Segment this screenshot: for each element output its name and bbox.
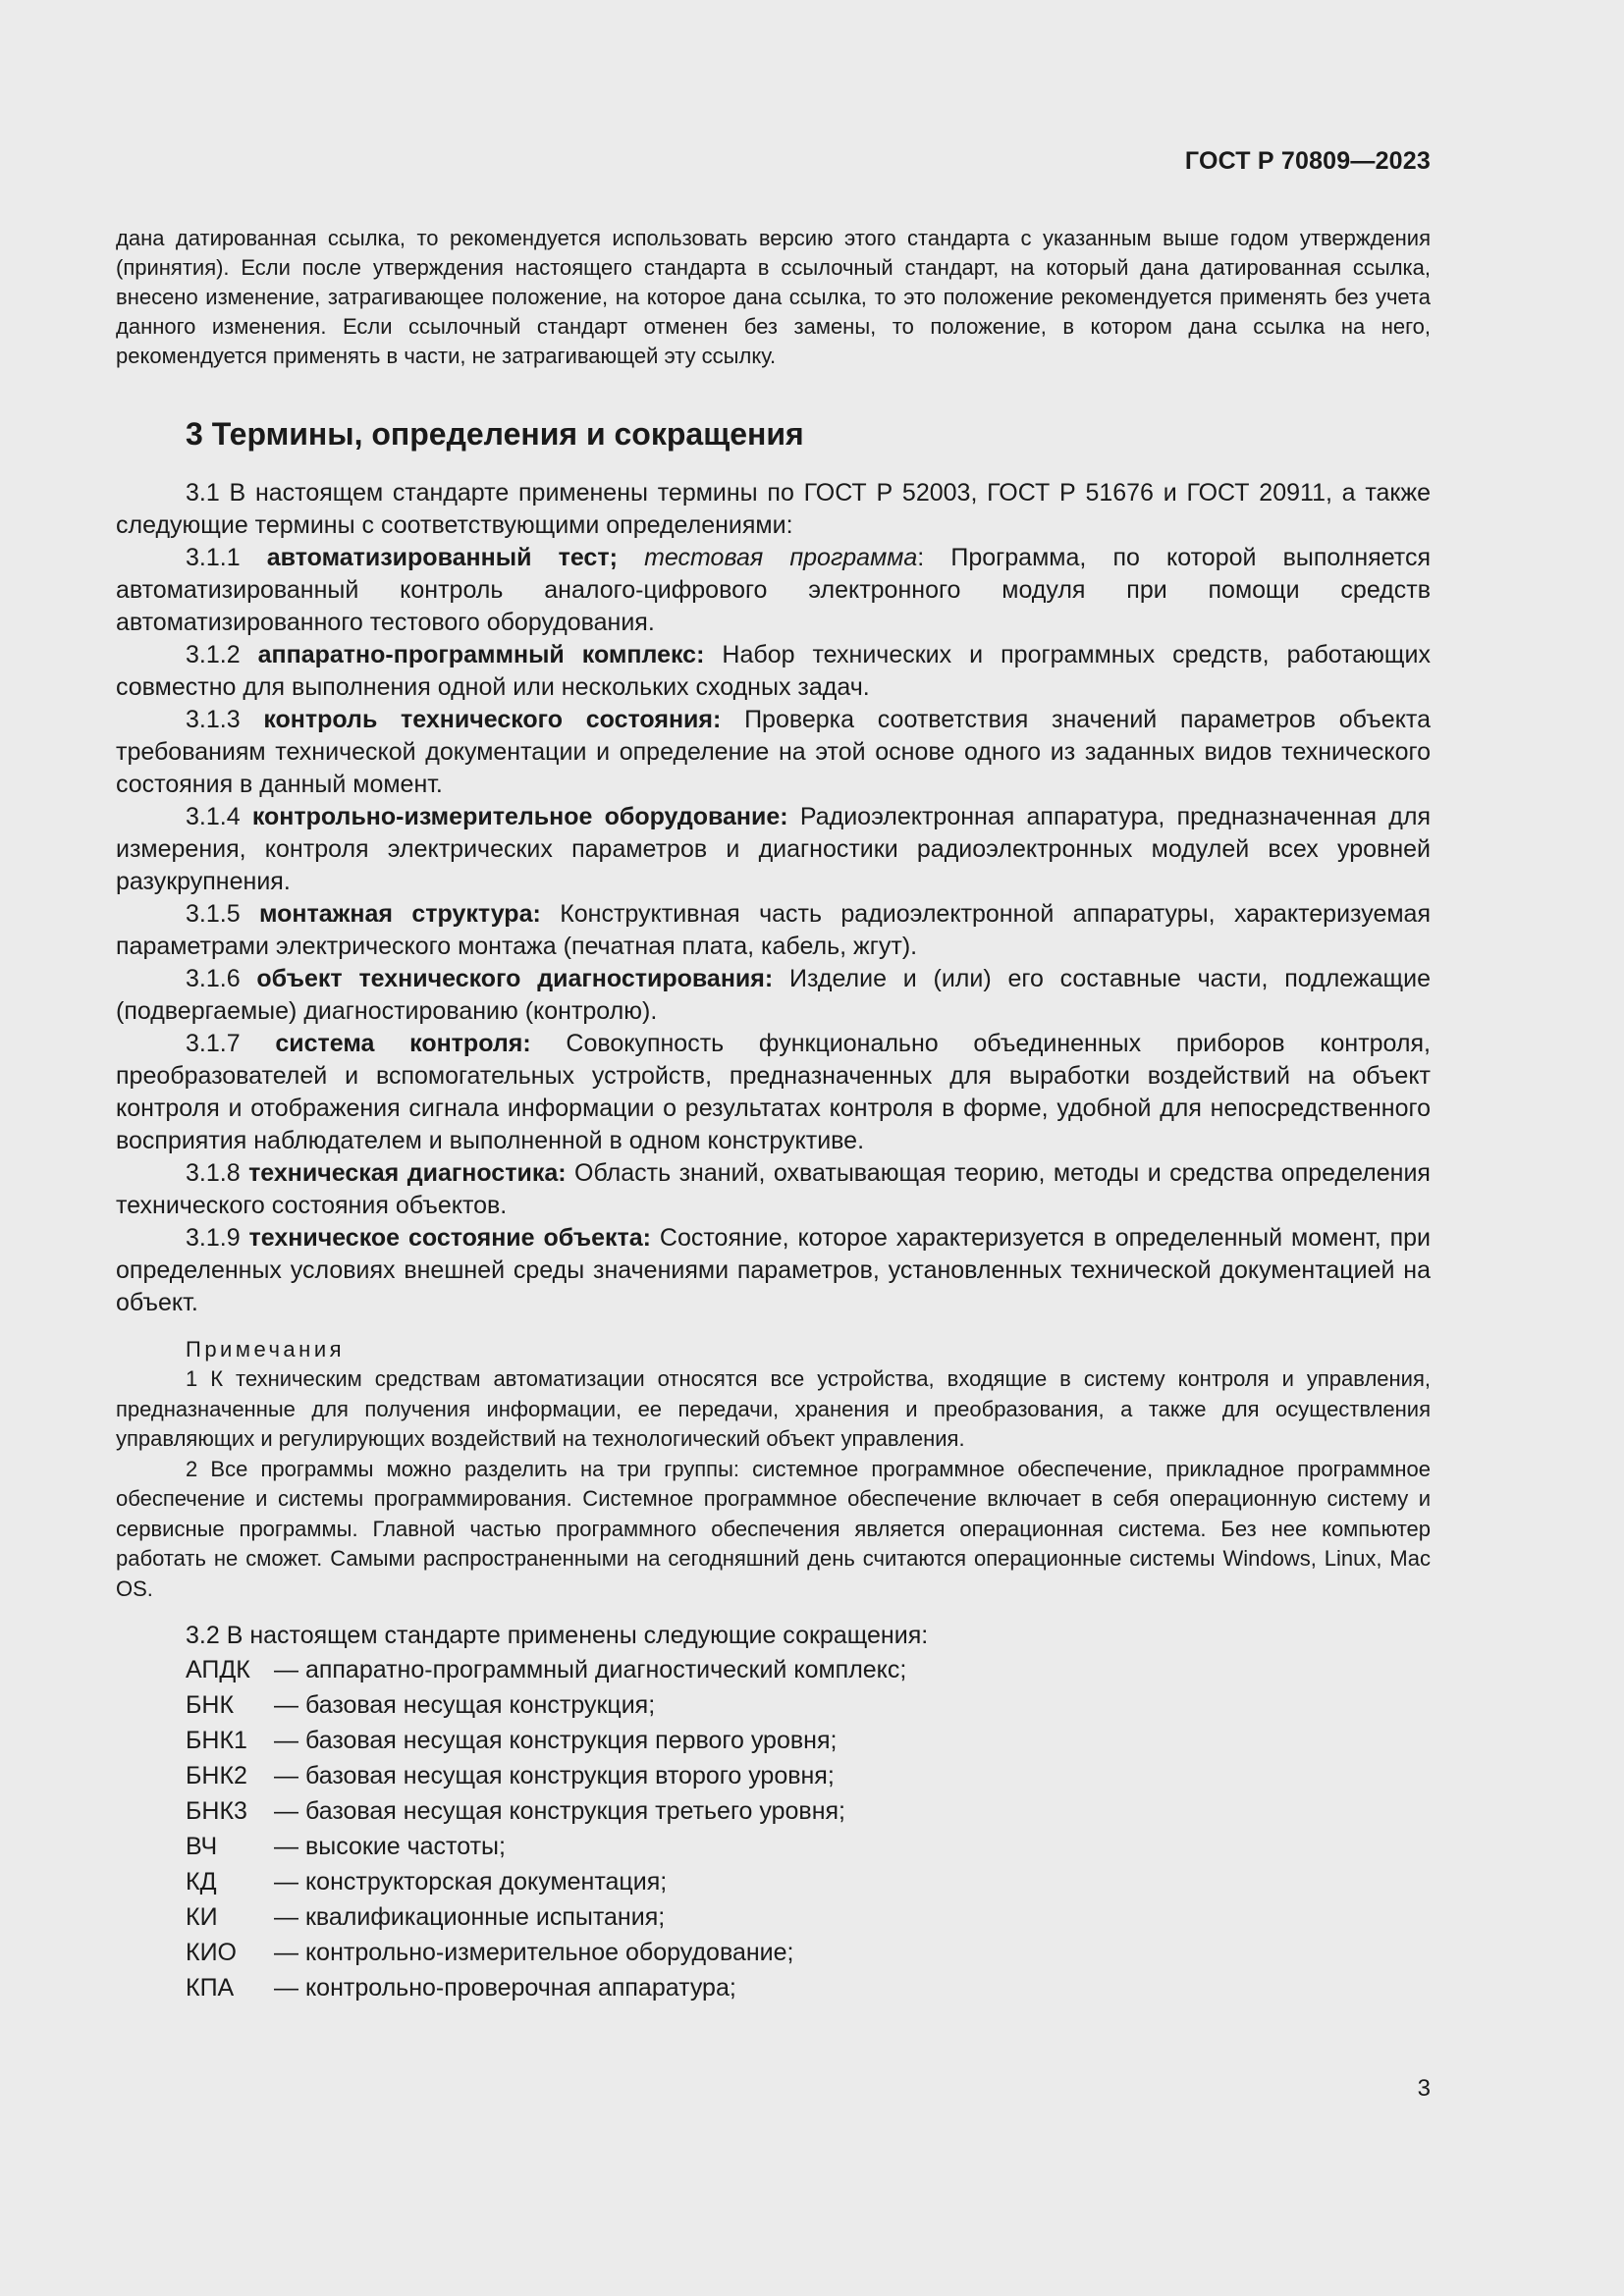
term-name: монтажная структура: [258,900,541,928]
list-item [186,1829,1431,1864]
term-definition: Область знаний, охватывающая теорию, методы и средства определения технического состояния объектов. [116,1159,1431,1219]
term-number: 3.1.2 [186,641,258,668]
abbreviation-definition: — аппаратно-программный диагностический комплекс; [274,1656,907,1683]
term-definition: Радиоэлектронная аппаратура, предназначенная для измерения, контроля электрических параметров и диагностики радиоэлектронных модулей всех уровней разукрупнения. [116,803,1431,895]
abbreviation-code: БНК1 [186,1727,247,1754]
term-3-1-5 [116,898,1431,963]
term-3-1-7 [116,1028,1431,1157]
term-number: 3.1.9 [186,1224,249,1252]
term-number: 3.1.5 [186,900,259,928]
term-name: контроль технического состояния: [263,706,722,733]
list-item [186,1899,1431,1935]
abbreviation-code: БНК2 [186,1762,247,1789]
abbreviation-code: КПА [186,1974,235,2002]
term-name: автоматизированный тест; [266,544,618,571]
note-1: 1 К техническим средствам автоматизации относятся все устройства, входящие в систему контроля и управления, предназначенные для получения информации, ее передачи, хранения и преобразования, а также для осуществления управляющих и регулирующих воздействий на технологический объект управления. [116,1366,1431,1451]
list-item [186,1687,1431,1723]
list-item [186,1793,1431,1829]
term-name: аппаратно-программный комплекс: [257,641,705,668]
term-name: объект технического диагностирования: [256,965,774,992]
list-item [186,1935,1431,1970]
abbreviation-code: КИ [186,1903,218,1931]
abbreviation-code: ВЧ [186,1833,218,1860]
abbreviation-definition: — высокие частоты; [274,1833,506,1860]
abbreviation-code: КД [186,1868,217,1896]
page-number: 3 [1417,2075,1431,2102]
section-title: 3 Термины, определения и сокращения [186,416,804,452]
term-definition: Совокупность функционально объединенных приборов контроля, преобразователей и вспомогательных устройств, предназначенных для выработки воздействий на объект контроля и отображения сигнала информации о результатах контроля в форме, удобной для непосредственного восприятия наблюдателем и выполненной в одном конструктиве. [116,1030,1431,1154]
document-code-header: ГОСТ Р 70809—2023 [1184,147,1431,175]
list-item [186,1970,1431,2005]
term-3-1-1 [116,542,1431,639]
term-number: 3.1.8 [186,1159,249,1187]
intro-paragraph: дана датированная ссылка, то рекомендуется использовать версию этого стандарта с указанным выше годом утверждения (принятия). Если после утверждения настоящего стандарта в ссылочный стандарт, на который дана датированная ссылка, внесено изменение, затрагивающее положение, на которое дана ссылка, то это положение рекомендуется применять без учета данного изменения. Если ссылочный стандарт отменен без замены, то положение, в котором дана ссылка на него, рекомендуется применять в части, не затрагивающей эту ссылку. [116,226,1431,368]
term-definition: Проверка соответствия значений параметров объекта требованиям технической документации и определение на этой основе одного из заданных видов технического состояния в данный момент. [116,706,1431,798]
abbreviation-code: АПДК [186,1656,250,1683]
term-definition: Набор технических и программных средств, работающих совместно для выполнения одной или нескольких сходных задач. [116,641,1431,701]
term-number: 3.1.7 [186,1030,276,1057]
abbreviation-definition: — базовая несущая конструкция второго уровня; [274,1762,835,1789]
abbreviation-list [116,1652,1431,2005]
list-item [186,1864,1431,1899]
term-definition: Изделие и (или) его составные части, подлежащие (подвергаемые) диагностированию (контролю). [116,965,1431,1025]
paragraph-3-2: 3.2 В настоящем стандарте применены следующие сокращения: [186,1622,929,1649]
term-name: техническое состояние объекта: [248,1224,651,1252]
list-item [186,1758,1431,1793]
list-item [186,1723,1431,1758]
term-number: 3.1.3 [186,706,264,733]
abbreviation-definition: — базовая несущая конструкция; [274,1691,656,1719]
term-name: контрольно-измерительное оборудование: [251,803,788,830]
abbreviation-definition: — базовая несущая конструкция третьего уровня; [274,1797,845,1825]
abbreviation-definition: — квалификационные испытания; [274,1903,666,1931]
paragraph-3-1: 3.1 В настоящем стандарте применены термины по ГОСТ Р 52003, ГОСТ Р 51676 и ГОСТ 20911, а также следующие термины с соответствующими определениями: [116,479,1431,539]
term-3-1-9 [116,1222,1431,1319]
abbreviation-code: КИО [186,1939,237,1966]
term-3-1-3 [116,704,1431,801]
term-3-1-4 [116,801,1431,898]
term-definition: Состояние, которое характеризуется в определенный момент, при определенных условиях внешней среды значениями параметров, установленных технической документацией на объект. [116,1224,1431,1316]
abbreviation-code: БНК3 [186,1797,247,1825]
term-number: 3.1.1 [186,544,267,571]
abbreviation-code: БНК [186,1691,235,1719]
notes-heading: Примечания [186,1337,346,1362]
term-definition: : Программа, по которой выполняется автоматизированный контроль аналого-цифрового электронного модуля при помощи средств автоматизированного тестового оборудования. [116,544,1431,636]
abbreviation-definition: — конструкторская документация; [274,1868,668,1896]
term-number: 3.1.4 [186,803,252,830]
term-3-1-6 [116,963,1431,1028]
term-name: техническая диагностика: [248,1159,567,1187]
list-item [186,1652,1431,1687]
term-3-1-2 [116,639,1431,704]
term-3-1-8 [116,1157,1431,1222]
note-2: 2 Все программы можно разделить на три группы: системное программное обеспечение, прикладное программное обеспечение и системы программирования. Системное программное обеспечение включает в себя операционную систему и сервисные программы. Главной частью программного обеспечения является операционная система. Без нее компьютер работать не сможет. Самыми распространенными на сегодняшний день считаются операционные системы Windows, Linux, Mac OS. [116,1456,1431,1601]
abbreviation-definition: — контрольно-проверочная аппаратура; [274,1974,736,2002]
term-number: 3.1.6 [186,965,257,992]
page-content [116,224,1431,2005]
abbreviation-definition: — контрольно-измерительное оборудование; [274,1939,794,1966]
term-synonym: тестовая программа [617,544,918,571]
term-definition: Конструктивная часть радиоэлектронной аппаратуры, характеризуемая параметрами электрического монтажа (печатная плата, кабель, жгут). [116,900,1431,960]
term-name: система контроля: [275,1030,531,1057]
abbreviation-definition: — базовая несущая конструкция первого уровня; [274,1727,838,1754]
